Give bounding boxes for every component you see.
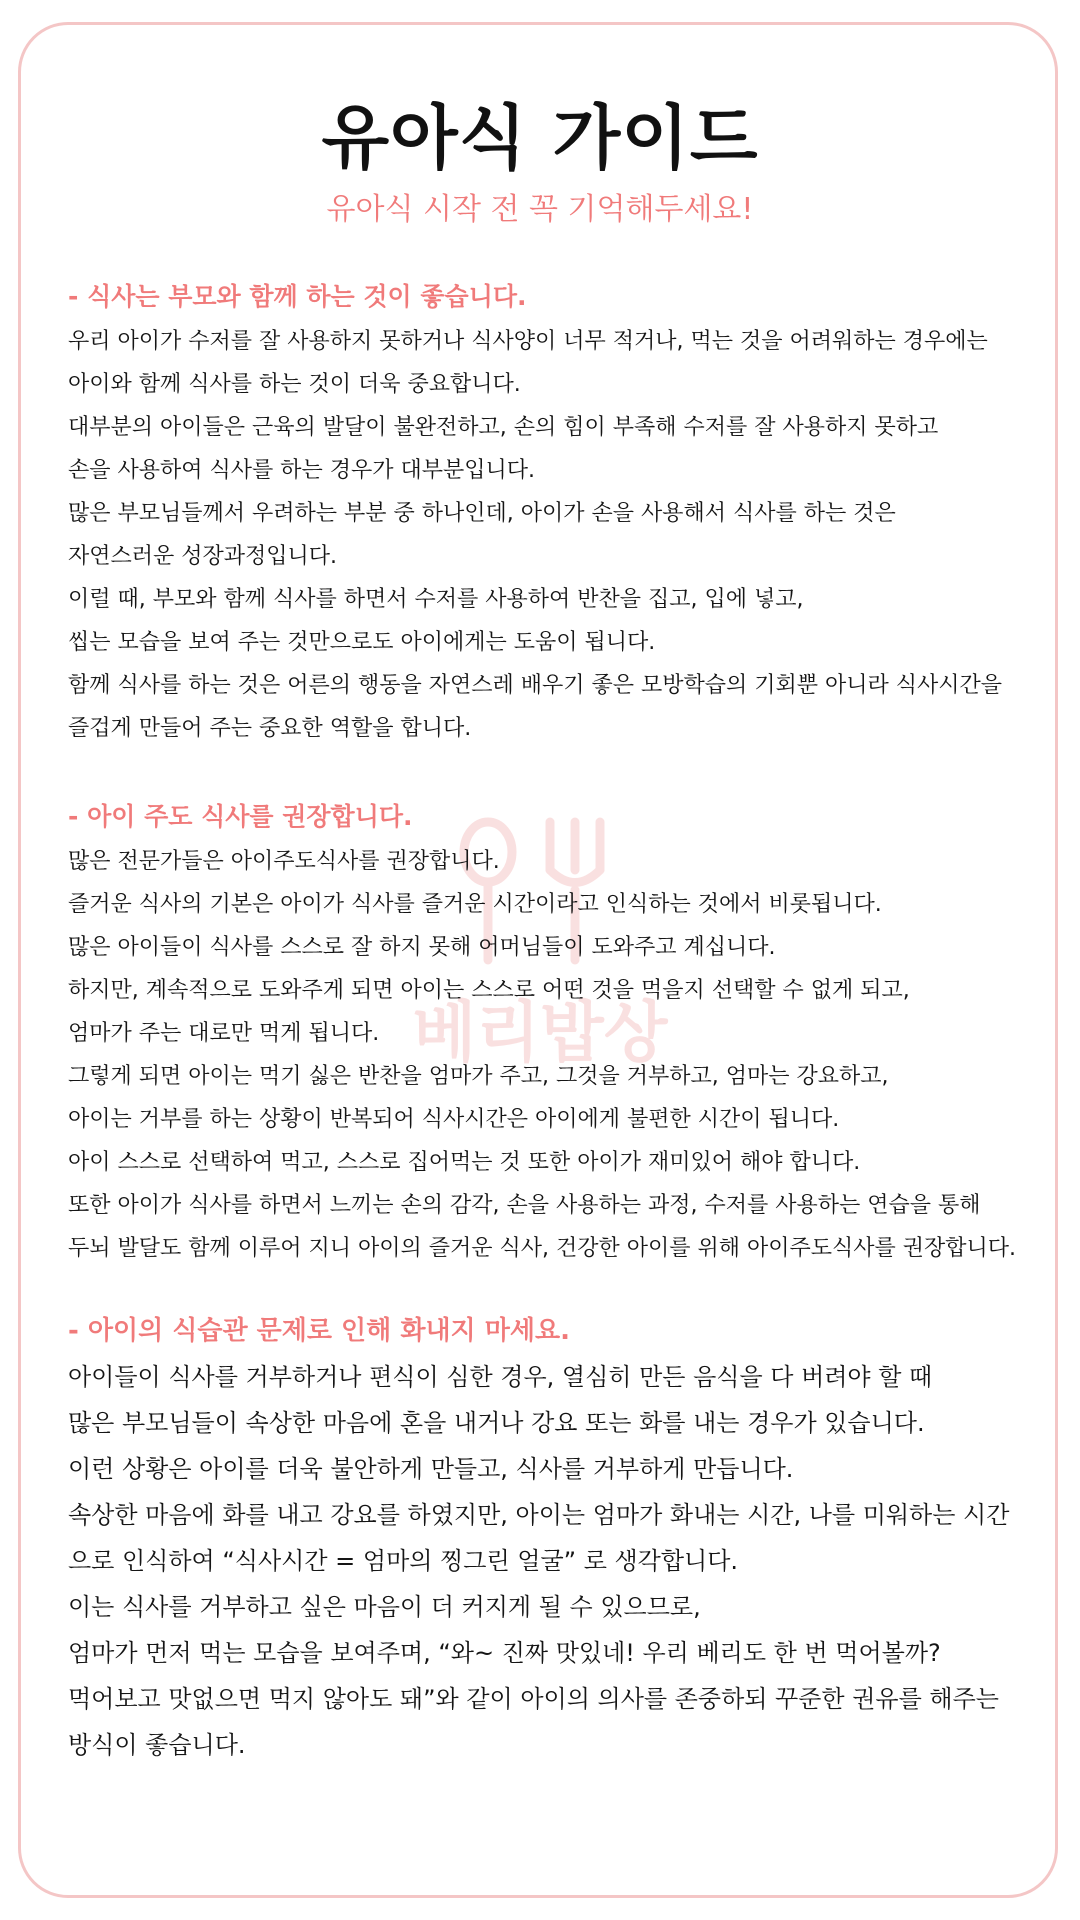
text-line: 함께 식사를 하는 것은 어른의 행동을 자연스레 배우기 좋은 모방학습의 기회뿐 아니라 식사시간을 bbox=[68, 673, 1003, 698]
text-line: 이럴 때, 부모와 함께 식사를 하면서 수저를 사용하여 반찬을 집고, 입에 넣고, bbox=[68, 587, 804, 612]
text-line: 속상한 마음에 화를 내고 강요를 하였지만, 아이는 엄마가 화내는 시간, 나를 미워하는 시간 bbox=[68, 1501, 1010, 1529]
text-line: 방식이 좋습니다. bbox=[68, 1731, 246, 1759]
watermark-text: 베리밥상 bbox=[412, 994, 668, 1071]
section-do-not-get-angry bbox=[68, 1310, 1048, 1768]
section-child-led-eating bbox=[68, 796, 1048, 1270]
page-subtitle: 유아식 시작 전 꼭 기억해두세요! bbox=[326, 192, 754, 227]
text-line: 씹는 모습을 보여 주는 것만으로도 아이에게는 도움이 됩니다. bbox=[68, 630, 656, 655]
text-line: 자연스러운 성장과정입니다. bbox=[68, 544, 338, 569]
text-line: 그렇게 되면 아이는 먹기 싫은 반찬을 엄마가 주고, 그것을 거부하고, 엄마는 강요하고, bbox=[68, 1064, 889, 1089]
text-line: 아이와 함께 식사를 하는 것이 더욱 중요합니다. bbox=[68, 372, 521, 397]
section-heading: - 식사는 부모와 함께 하는 것이 좋습니다. bbox=[68, 282, 527, 311]
text-line: 손을 사용하여 식사를 하는 경우가 대부분입니다. bbox=[68, 458, 536, 483]
text-line: 아이 스스로 선택하여 먹고, 스스로 집어먹는 것 또한 아이가 재미있어 해야 합니다. bbox=[68, 1150, 861, 1175]
text-line: 또한 아이가 식사를 하면서 느끼는 손의 감각, 손을 사용하는 과정, 수저를 사용하는 연습을 통해 bbox=[68, 1193, 981, 1218]
text-line: 이런 상황은 아이를 더욱 불안하게 만들고, 식사를 거부하게 만듭니다. bbox=[68, 1455, 794, 1483]
page-title: 유아식 가이드 bbox=[321, 97, 759, 179]
section-heading: - 아이의 식습관 문제로 인해 화내지 마세요. bbox=[68, 1316, 570, 1346]
text-line: 엄마가 먼저 먹는 모습을 보여주며, “와~ 진짜 맛있네! 우리 베리도 한 번 먹어볼까? bbox=[68, 1639, 941, 1667]
text-line: 이는 식사를 거부하고 싶은 마음이 더 커지게 될 수 있으므로, bbox=[68, 1593, 701, 1621]
section-eat-together bbox=[68, 276, 1048, 750]
text-line: 아이는 거부를 하는 상황이 반복되어 식사시간은 아이에게 불편한 시간이 됩니다. bbox=[68, 1107, 840, 1132]
text-line: 으로 인식하여 “식사시간 = 엄마의 찡그린 얼굴” 로 생각합니다. bbox=[68, 1547, 739, 1575]
text-line: 먹어보고 맛없으면 먹지 않아도 돼”와 같이 아이의 의사를 존중하되 꾸준한 권유를 해주는 bbox=[68, 1685, 999, 1713]
text-line: 하지만, 계속적으로 도와주게 되면 아이는 스스로 어떤 것을 먹을지 선택할 수 없게 되고, bbox=[68, 978, 910, 1003]
text-line: 많은 아이들이 식사를 스스로 잘 하지 못해 어머님들이 도와주고 계십니다. bbox=[68, 935, 776, 960]
text-line: 대부분의 아이들은 근육의 발달이 불완전하고, 손의 힘이 부족해 수저를 잘 사용하지 못하고 bbox=[68, 415, 939, 440]
text-line: 두뇌 발달도 함께 이루어 지니 아이의 즐거운 식사, 건강한 아이를 위해 아이주도식사를 권장합니다. bbox=[68, 1236, 1016, 1261]
text-line: 엄마가 주는 대로만 먹게 됩니다. bbox=[68, 1021, 380, 1046]
text-line: 즐거운 식사의 기본은 아이가 식사를 즐거운 시간이라고 인식하는 것에서 비롯됩니다. bbox=[68, 892, 882, 917]
section-heading: - 아이 주도 식사를 권장합니다. bbox=[68, 802, 413, 831]
text-line: 아이들이 식사를 거부하거나 편식이 심한 경우, 열심히 만든 음식을 다 버려야 할 때 bbox=[68, 1363, 933, 1391]
text-line: 많은 부모님들이 속상한 마음에 혼을 내거나 강요 또는 화를 내는 경우가 있습니다. bbox=[68, 1409, 925, 1437]
text-line: 많은 부모님들께서 우려하는 부분 중 하나인데, 아이가 손을 사용해서 식사를 하는 것은 bbox=[68, 501, 896, 526]
text-line: 우리 아이가 수저를 잘 사용하지 못하거나 식사양이 너무 적거나, 먹는 것을 어려워하는 경우에는 bbox=[68, 329, 988, 354]
text-line: 즐겁게 만들어 주는 중요한 역할을 합니다. bbox=[68, 716, 472, 741]
text-line: 많은 전문가들은 아이주도식사를 권장합니다. bbox=[68, 849, 500, 874]
